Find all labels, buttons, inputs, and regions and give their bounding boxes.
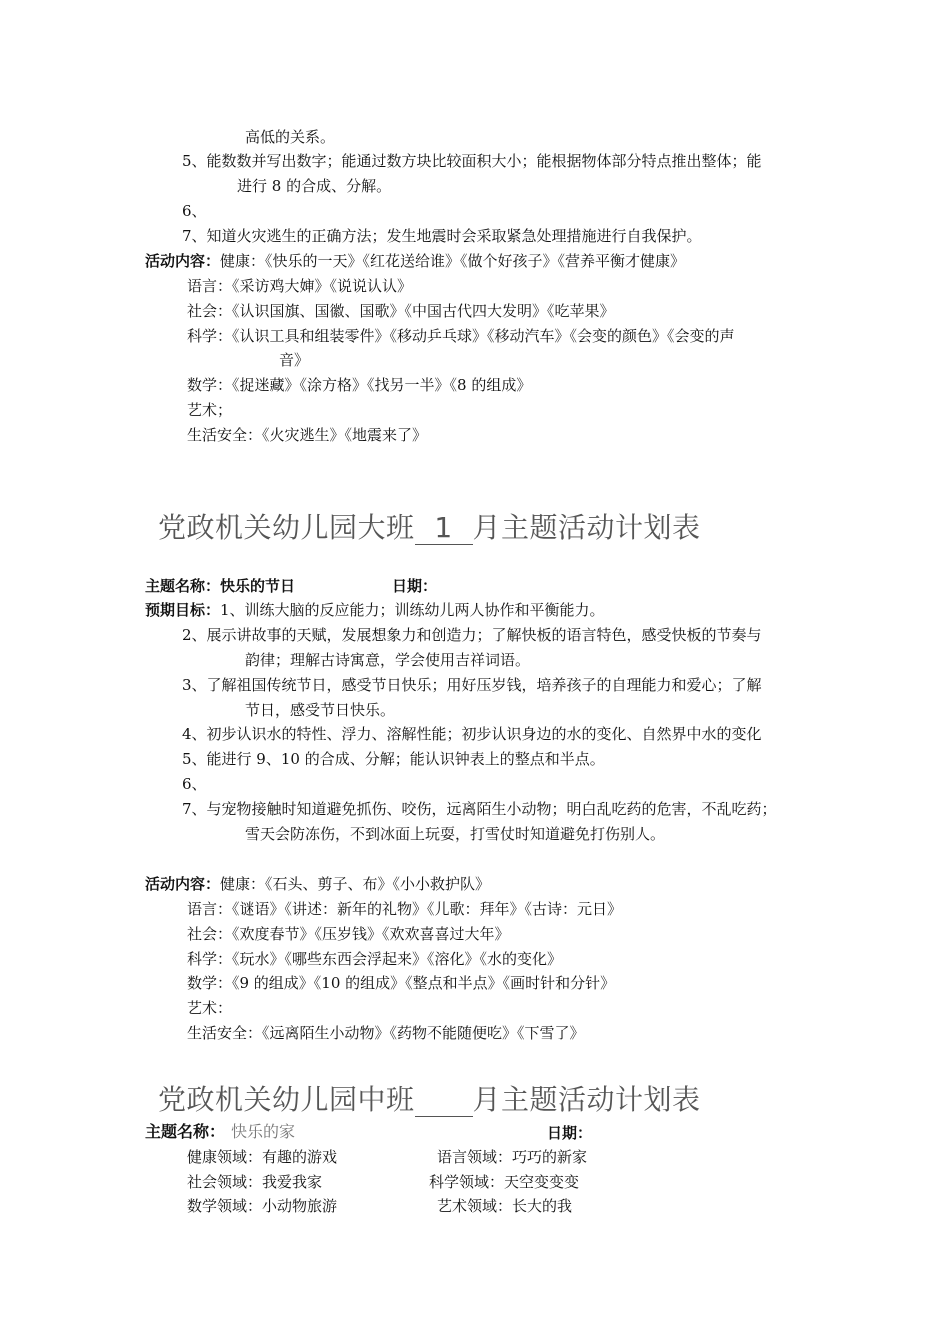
plan-title xyxy=(158,506,701,546)
goal-line: 高低的关系。 xyxy=(245,128,336,146)
goal-line: 节日，感受节日快乐。 xyxy=(245,701,396,719)
title-prefix: 党政机关幼儿园大班 xyxy=(158,511,415,544)
domain-right: 语言领域：巧巧的新家 xyxy=(437,1148,588,1166)
goal-line: 7、与宠物接触时知道避免抓伤、咬伤，远离陌生小动物；明白乱吃药的危害，不乱吃药； xyxy=(182,800,777,818)
activity-line: 数学：《9 的组成》《10 的组成》《整点和半点》《画时针和分针》 xyxy=(187,974,616,992)
goals-row xyxy=(145,601,605,621)
title-suffix: 月主题活动计划表 xyxy=(472,1083,701,1116)
goal-line: 5、能进行 9、10 的合成、分解；能认识钟表上的整点和半点。 xyxy=(182,750,605,768)
activity-row xyxy=(145,252,685,272)
goal-line: 7、知道火灾逃生的正确方法；发生地震时会采取紧急处理措施进行自我保护。 xyxy=(182,227,702,245)
activity-health: 健康：《快乐的一天》《红花送给谁》《做个好孩子》《营养平衡才健康》 xyxy=(220,252,686,270)
domain-left: 健康领域：有趣的游戏 xyxy=(187,1148,338,1166)
goal-line: 6、 xyxy=(182,775,207,793)
activity-row xyxy=(145,875,490,895)
activity-line: 艺术； xyxy=(187,401,233,419)
goal-line: 4、初步认识水的特性、浮力、溶解性能；初步认识身边的水的变化、自然界中水的变化 xyxy=(182,725,762,743)
plan-title xyxy=(158,1078,701,1118)
activity-line: 语言：《采访鸡大婶》《说说认认》 xyxy=(187,277,413,295)
activity-health: 健康：《石头、剪子、布》《小小救护队》 xyxy=(220,875,491,893)
title-month: 1 xyxy=(415,513,473,545)
goal-line: 5、能数数并写出数字；能通过数方块比较面积大小；能根据物体部分特点推出整体；能 xyxy=(182,152,762,170)
activity-line: 生活安全：《远离陌生小动物》《药物不能随便吃》《下雪了》 xyxy=(187,1024,585,1042)
title-suffix: 月主题活动计划表 xyxy=(472,511,701,544)
domain-left: 社会领域：我爱我家 xyxy=(187,1173,323,1191)
theme-row xyxy=(145,1122,295,1143)
goal-line: 雪天会防冻伤，不到冰面上玩耍，打雪仗时知道避免打伤别人。 xyxy=(245,825,666,843)
date-label: 日期： xyxy=(392,577,438,595)
title-month xyxy=(415,1085,473,1117)
goal-line: 6、 xyxy=(182,202,207,220)
activity-line: 音》 xyxy=(279,351,310,369)
domain-right: 科学领域：天空变变变 xyxy=(429,1173,580,1191)
activity-line: 语言：《谜语》《讲述：新年的礼物》《儿歌：拜年》《古诗：元日》 xyxy=(187,900,623,918)
activity-line: 社会：《欢度春节》《压岁钱》《欢欢喜喜过大年》 xyxy=(187,925,510,943)
activity-label: 活动内容： xyxy=(145,252,221,270)
activity-line: 科学：《认识工具和组装零件》《移动乒乓球》《移动汽车》《会变的颜色》《会变的声 xyxy=(187,327,735,345)
goal-line: 韵律；理解古诗寓意，学会使用吉祥词语。 xyxy=(245,651,531,669)
activity-line: 科学：《玩水》《哪些东西会浮起来》《溶化》《水的变化》 xyxy=(187,950,563,968)
activity-label: 活动内容： xyxy=(145,875,221,893)
domain-right: 艺术领域：长大的我 xyxy=(437,1197,573,1215)
goal-line: 2、展示讲故事的天赋，发展想象力和创造力；了解快板的语言特色，感受快板的节奏与 xyxy=(182,626,762,644)
activity-line: 艺术： xyxy=(187,999,233,1017)
goals-label: 预期目标： xyxy=(145,601,221,619)
theme-value: 快乐的家 xyxy=(231,1122,296,1141)
goal-line: 进行 8 的合成、分解。 xyxy=(237,177,392,195)
domain-left: 数学领域：小动物旅游 xyxy=(187,1197,338,1215)
goal-line: 1、训练大脑的反应能力；训练幼儿两人协作和平衡能力。 xyxy=(220,601,605,619)
activity-line: 社会：《认识国旗、国徽、国歌》《中国古代四大发明》《吃苹果》 xyxy=(187,302,615,320)
date-label: 日期： xyxy=(547,1124,593,1142)
title-prefix: 党政机关幼儿园中班 xyxy=(158,1083,415,1116)
activity-line: 生活安全：《火灾逃生》《地震来了》 xyxy=(187,426,428,444)
theme-label: 主题名称： xyxy=(145,1122,226,1141)
theme-label: 主题名称：快乐的节日 xyxy=(145,577,296,595)
activity-line: 数学：《捉迷藏》《涂方格》《找另一半》《8 的组成》 xyxy=(187,376,532,394)
goal-line: 3、了解祖国传统节日，感受节日快乐；用好压岁钱，培养孩子的自理能力和爱心；了解 xyxy=(182,676,762,694)
